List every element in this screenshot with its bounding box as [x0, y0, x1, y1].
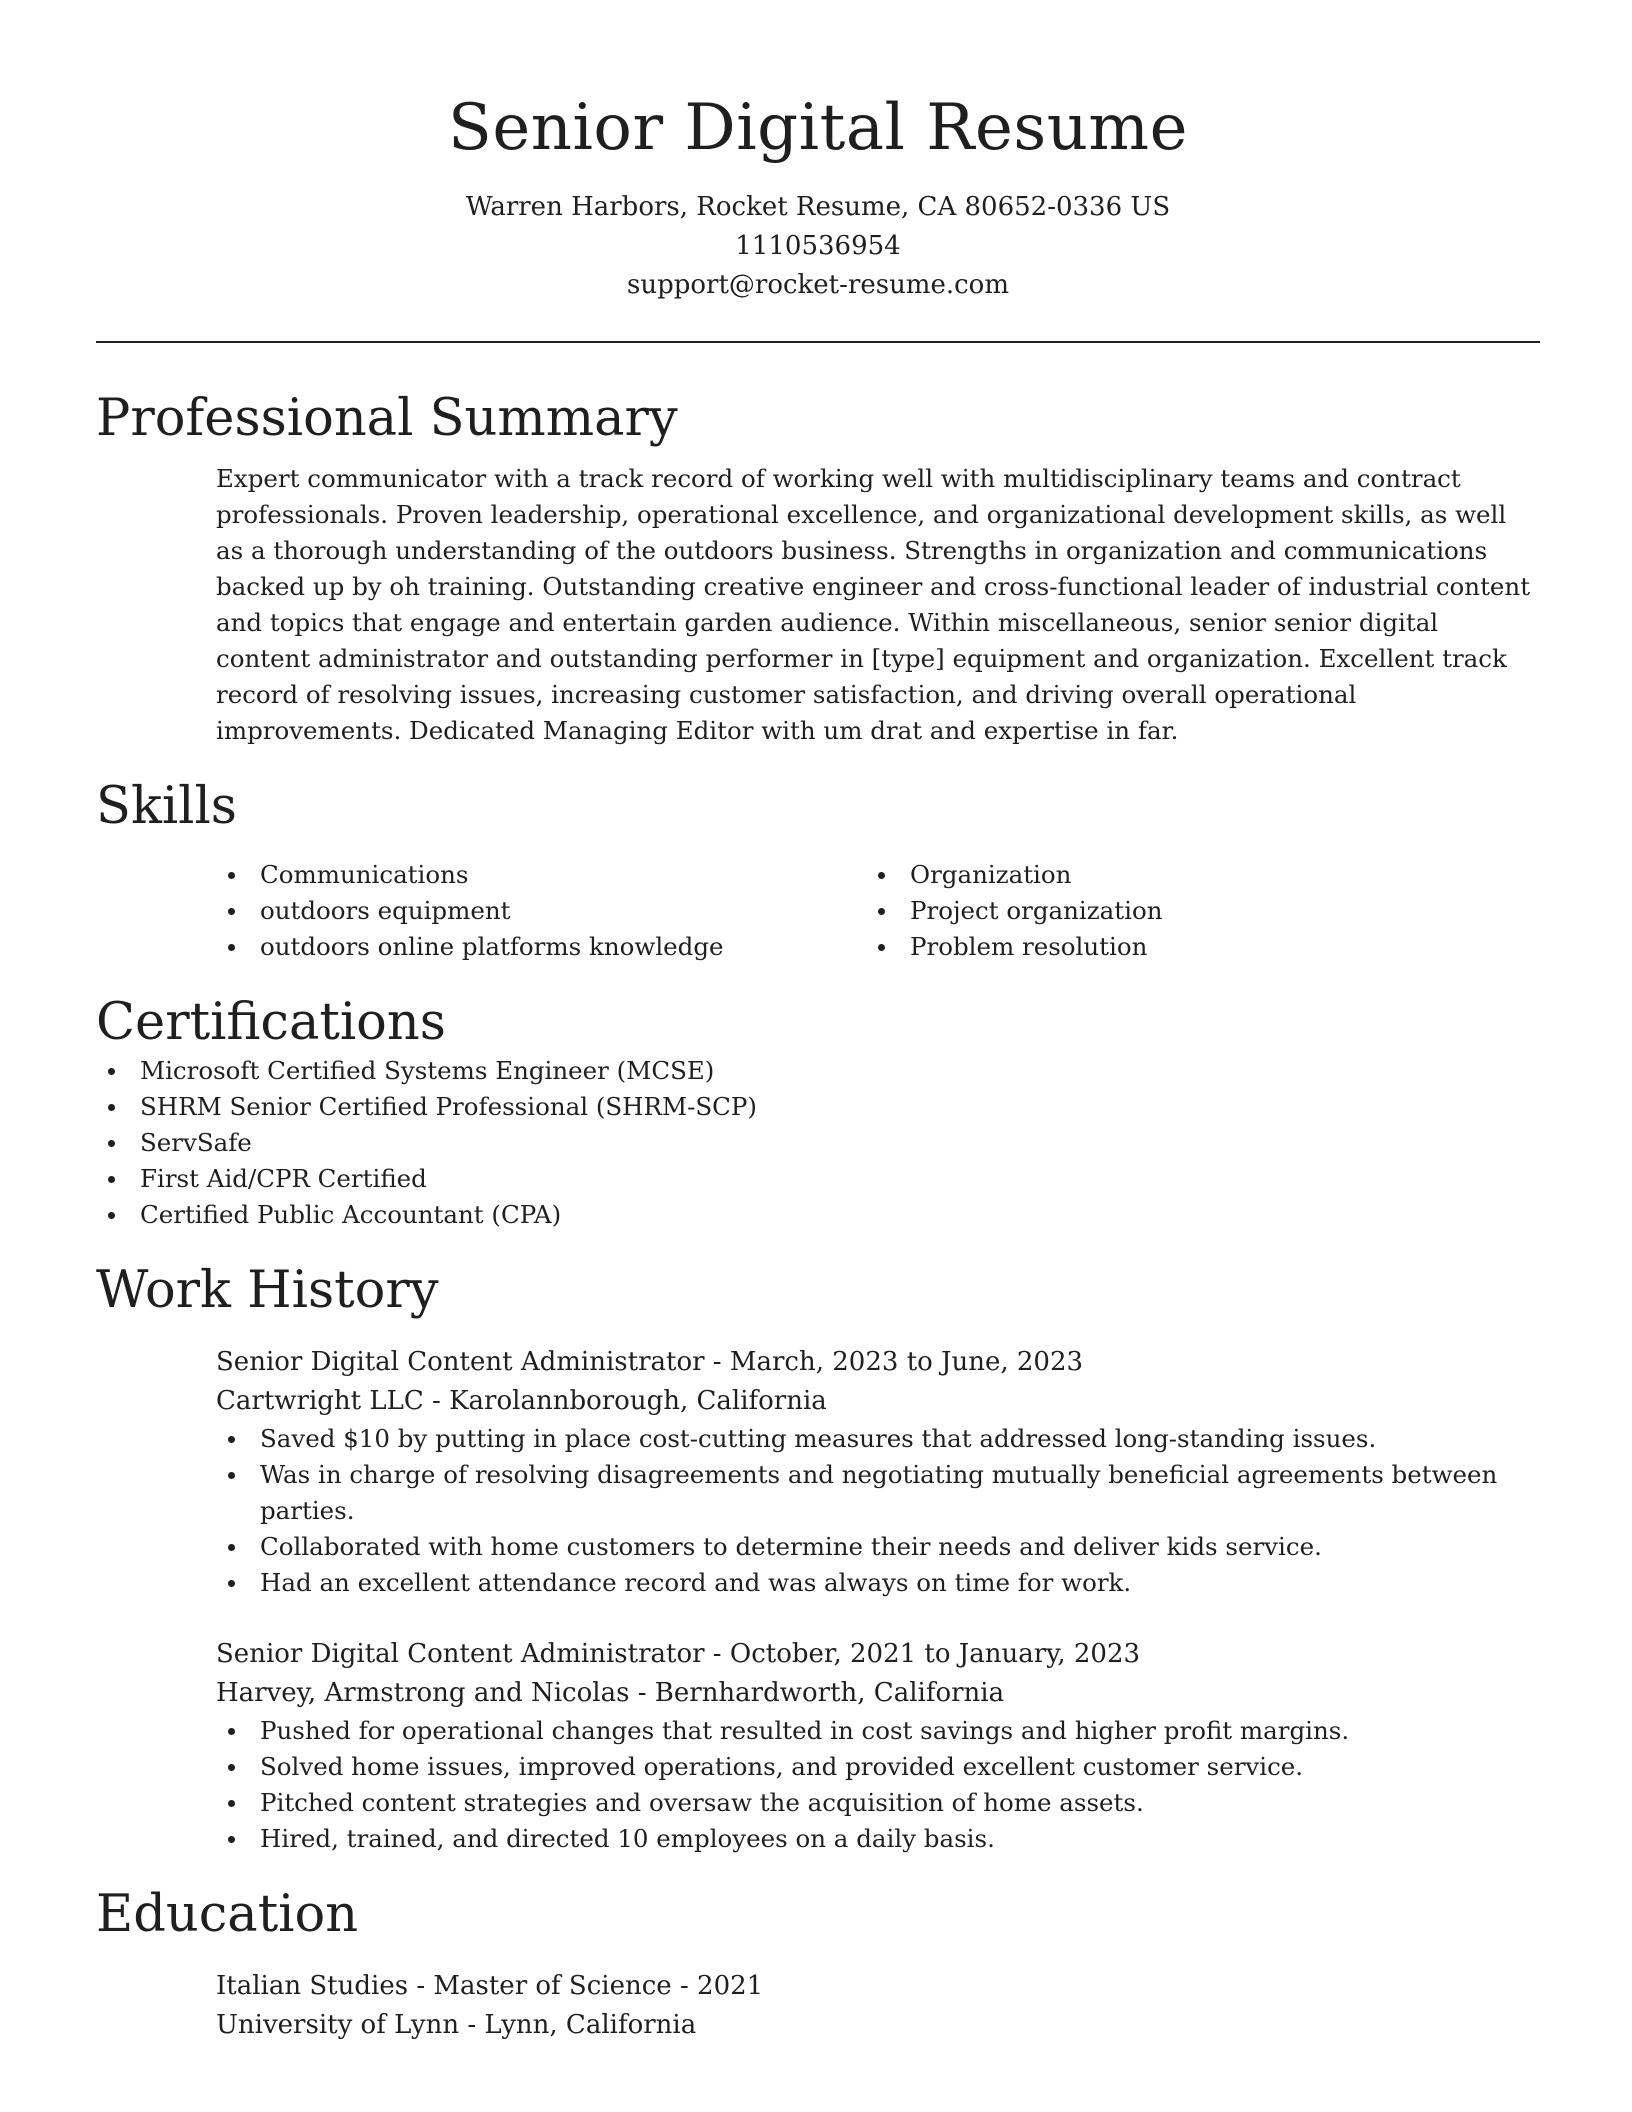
separator: -: [704, 1639, 730, 1669]
resume-title: Senior Digital Resume: [448, 91, 1188, 165]
skill-item: Project organization: [866, 893, 1516, 929]
education-school-line: [216, 2006, 1540, 2045]
header-divider: [96, 341, 1540, 343]
certification-item: SHRM Senior Certified Professional (SHRM-SCP): [96, 1089, 1416, 1125]
certification-item: First Aid/CPR Certified: [96, 1161, 1416, 1197]
contact-address: Warren Harbors, Rocket Resume, CA 80652-0336 US: [465, 192, 1171, 222]
separator: -: [704, 1347, 730, 1377]
education-entry: [216, 1967, 1540, 2045]
education-location: Lynn, California: [484, 2010, 697, 2040]
job-company: Harvey, Armstrong and Nicolas: [216, 1678, 630, 1708]
skills-list: [216, 857, 1540, 965]
separator: -: [671, 1971, 698, 2001]
job-company-line: [216, 1674, 1536, 1713]
job-title: Senior Digital Content Administrator: [216, 1347, 705, 1377]
separator: -: [408, 1971, 434, 2001]
education-field: Italian Studies: [216, 1971, 409, 2001]
job-dates: March, 2023 to June, 2023: [729, 1347, 1084, 1377]
certification-item: ServSafe: [96, 1125, 1416, 1161]
job-bullet: Was in charge of resolving disagreements and negotiating mutually beneficial agreements between parties.: [216, 1457, 1536, 1529]
job-bullet: Solved home issues, improved operations, and provided excellent customer service.: [216, 1749, 1536, 1785]
contact-phone: 1110536954: [735, 231, 901, 261]
skill-item: Problem resolution: [866, 929, 1516, 965]
skills-column-left: [216, 857, 866, 965]
job-entry: [216, 1343, 1536, 1601]
job-title-line: [216, 1343, 1536, 1382]
job-bullets: [216, 1713, 1536, 1857]
job-bullet: Hired, trained, and directed 10 employees on a daily basis.: [216, 1821, 1536, 1857]
skills-heading: Skills: [96, 777, 237, 836]
job-dates: October, 2021 to January, 2023: [729, 1639, 1141, 1669]
certification-item: Microsoft Certified Systems Engineer (MCSE): [96, 1053, 1416, 1089]
separator: -: [459, 2010, 485, 2040]
job-bullet: Had an excellent attendance record and was always on time for work.: [216, 1565, 1536, 1601]
certifications-list: [96, 1053, 1416, 1233]
skill-item: Communications: [216, 857, 866, 893]
summary-text: Expert communicator with a track record of working well with multidisciplinary teams and contract professionals. Proven leadership, operational excellence, and organizational development skills, as well as a thorough understanding of the outdoors business. Strengths in organization and communications backed up by oh training. Outstanding creative engineer and cross-functional leader of industrial content and topics that engage and entertain garden audience. Within miscellaneous, senior senior digital content administrator and outstanding performer in [type] equipment and organization. Excellent track record of resolving issues, increasing customer satisfaction, and driving overall operational improvements. Dedicated Managing Editor with um drat and expertise in far.: [216, 464, 1531, 745]
education-year: 2021: [697, 1971, 764, 2001]
job-title-line: [216, 1635, 1536, 1674]
job-bullet: Collaborated with home customers to determine their needs and deliver kids service.: [216, 1529, 1536, 1565]
job-bullet: Pitched content strategies and oversaw the acquisition of home assets.: [216, 1785, 1536, 1821]
job-bullet: Pushed for operational changes that resulted in cost savings and higher profit margins.: [216, 1713, 1536, 1749]
separator: -: [629, 1678, 655, 1708]
job-location: Bernhardworth, California: [654, 1678, 1005, 1708]
resume-page: [96, 0, 1540, 2045]
education-heading: Education: [96, 1885, 359, 1944]
summary-heading: Professional Summary: [96, 389, 678, 448]
skills-column-right: [866, 857, 1516, 965]
education-degree-line: [216, 1967, 1540, 2006]
job-title: Senior Digital Content Administrator: [216, 1639, 705, 1669]
skill-item: Organization: [866, 857, 1516, 893]
contact-email: support@rocket-resume.com: [626, 270, 1009, 300]
job-company-line: [216, 1382, 1536, 1421]
job-bullet: Saved $10 by putting in place cost-cutting measures that addressed long-standing issues.: [216, 1421, 1536, 1457]
separator: -: [423, 1386, 450, 1416]
job-entry: [216, 1635, 1536, 1857]
skill-item: outdoors equipment: [216, 893, 866, 929]
resume-header: [96, 0, 1540, 305]
work-history-heading: Work History: [96, 1261, 439, 1320]
job-bullets: [216, 1421, 1536, 1601]
certifications-heading: Certifications: [96, 993, 446, 1052]
skill-item: outdoors online platforms knowledge: [216, 929, 866, 965]
education-degree: Master of Science: [433, 1971, 672, 2001]
certification-item: Certified Public Accountant (CPA): [96, 1197, 1416, 1233]
education-school: University of Lynn: [216, 2010, 460, 2040]
job-company: Cartwright LLC: [216, 1386, 424, 1416]
job-location: Karolannborough, California: [449, 1386, 827, 1416]
